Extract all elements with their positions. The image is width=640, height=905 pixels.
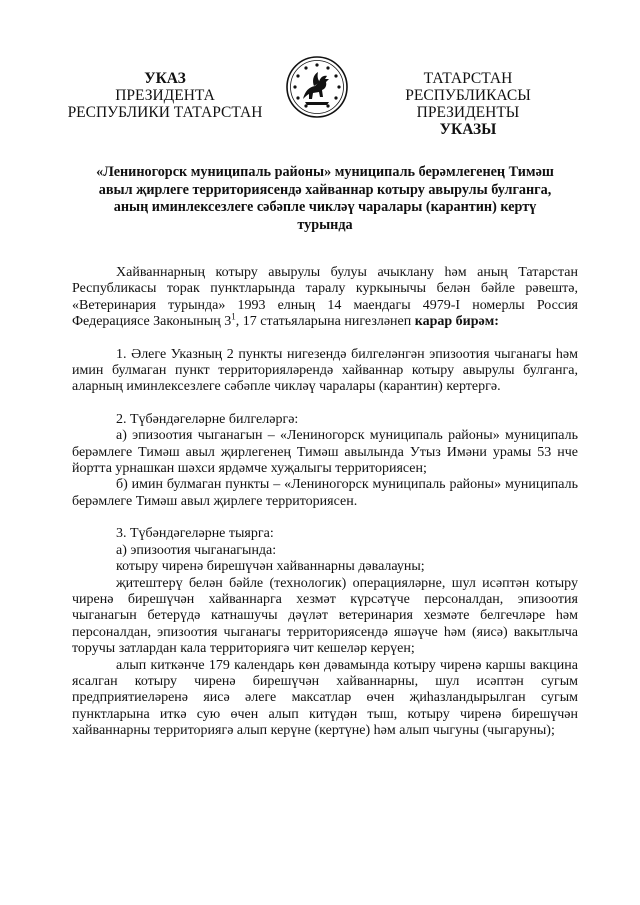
header-left-line2: ПРЕЗИДЕНТА [115, 87, 215, 104]
preamble-text-b: , 17 статьяларына нигезләнеп [235, 314, 415, 330]
item-3a-heading: а) эпизоотия чыганагында: [116, 542, 277, 558]
tatarstan-coat-of-arms-icon [285, 55, 349, 119]
preamble-superscript: 1 [231, 311, 236, 322]
header-right-line1: ТАТАРСТАН РЕСПУБЛИКАСЫ [405, 70, 531, 104]
item-2-heading: 2. Түбәндәгеләрне билгеләргә: [116, 411, 299, 427]
header-left-line1: УКАЗ [144, 70, 186, 87]
header-right-line3: УКАЗЫ [439, 121, 497, 138]
header-right-line2: ПРЕЗИДЕНТЫ [416, 104, 520, 121]
item-3a-2-paragraph: җитештерү белән бәйле (технологик) операцияләрне, шул исәптән котыру чиренә бирешүчән хайваннарга хезмәт күрсәтүче персоналдан, эпизоотия чыганагын бетерүдә катнашучы дәүләт ветеринария хезмәте белгечләре һәм персоналдан, эпизоотия чыганагы территориясендә яшәүче һәм (яисә) вакытлыча торучы затлардан кала территориягә чит кешеләр керүен; [72, 575, 578, 657]
title-line: «Лениногорск муниципаль районы» муниципаль берәмлегенең Тимәш [96, 164, 554, 180]
header-left-russian [60, 70, 270, 121]
title-line: авыл җирлеге территориясендә хайваннар котыру авырулы булганга, [98, 181, 552, 198]
item-1-paragraph: 1. Әлеге Указның 2 пункты нигезендә билгеләнгән эпизоотия чыганагы һәм имин булмаган пункт территорияләрендә хайваннар котыру авырулы булганга, аларның иминлексезлеге сәбәпле чикләү чаралары (карантин) кертергә. [72, 346, 578, 395]
item-3a-1-paragraph: котыру чиренә бирешүчән хайваннарны дәвалауны; [116, 559, 425, 575]
preamble-text-a: Хайваннарның котыру авырулы булуы ачыклану һәм аның Татарстан Республикасы торак пунктларында таралу куркынычы белән бәйле рәвештә, «Ветеринария турында» 1993 елның 14 маендагы 4979-I номерлы Россия Федерациясе Законының 3 [72, 265, 578, 330]
item-3a-3-paragraph: алып киткәнче 179 календарь көн дәвамында котыру чиренә каршы вакцина ясалган котыру чиренә бирешүчән хайваннарны, шул исәптән сугым предприятиеләренә яисә әлеге максатлар өчен җиһазландырылган сугым пунктларына иткә сую өчен алып китүдән тыш, котыру чиренә бирешүчән хайваннарны территориягә алып керүне (кертүне) һәм алып чыгуны (чыгаруны); [72, 657, 578, 739]
preamble-bold: карар бирәм: [414, 314, 499, 330]
header-right-tatar [362, 70, 574, 138]
header-left-line3: РЕСПУБЛИКИ ТАТАРСТАН [67, 104, 263, 121]
item-3-heading: 3. Түбәндәгеләрне тыярга: [116, 526, 274, 542]
item-2a-paragraph: а) эпизоотия чыганагын – «Лениногорск муниципаль районы» муниципаль берәмлеге Тимәш авыл җирлегенең Тимәш авылында Утыз Имәни урамы 53 нче йортта урнашкан шәхси ярдәмче хуҗалыгы территориясен; [72, 428, 578, 477]
decree-body [72, 265, 578, 740]
decree-title [70, 164, 580, 234]
title-line: турында [297, 216, 353, 233]
preamble-paragraph [72, 265, 578, 331]
item-2b-paragraph: б) имин булмаган пункты – «Лениногорск муниципаль районы» муниципаль берәмлеге Тимәш авыл җирлеге территориясен. [72, 477, 578, 509]
title-line: аның иминлексезлеге сәбәпле чикләү чаралары (карантин) кертү [113, 199, 537, 215]
